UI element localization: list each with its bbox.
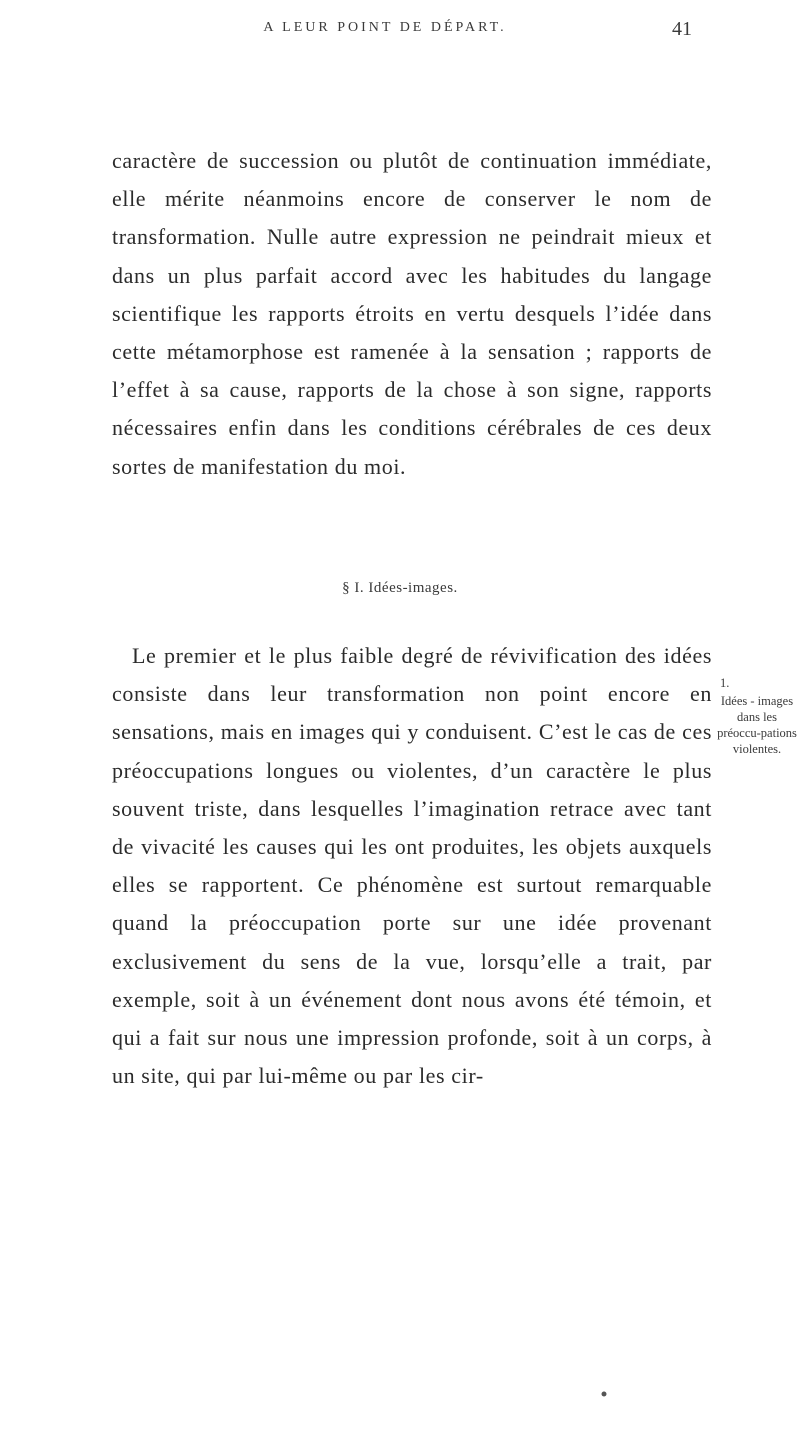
paragraph-idees-images: Le premier et le plus faible degré de révivification des idées consiste dans leur transformation non point encore en sensations, mais en images qui y conduisent. C’est le cas de ces préoccupations longues ou violentes, d’un caractère le plus souvent triste, dans lesquelles l’imagination retrace avec tant de vivacité les causes qui les ont produites, les objets auxquels elles se rapportent. Ce phénomène est surtout remarquable quand la préoccupation porte sur une idée provenant exclusivement du sens de la vue, lorsqu’elle a trait, par exemple, soit à un événement dont nous avons été témoin, et qui a fait sur nous une impression profonde, soit à un corps, à un site, qui par lui-même ou par les cir- [112, 643, 712, 1089]
margin-note-text: Idées - images dans les préoccu-pations violentes. [717, 694, 797, 756]
section-heading: § I. Idées-images. [342, 580, 458, 596]
running-title: A LEUR POINT DE DÉPART. [263, 20, 507, 35]
margin-note-number: 1. [720, 676, 730, 690]
page-number: 41 [672, 18, 692, 40]
paragraph-continuation: caractère de succession ou plutôt de continuation immédiate, elle mérite néanmoins encore de conserver le nom de transformation. Nulle autre expression ne peindrait mieux et dans un plus parfait accord avec les habitudes du langage scientifique les rapports étroits en vertu desquels l’idée dans cette métamorphose est ramenée à la sensation ; rapports de l’effet à sa cause, rapports de la chose à son signe, rapports nécessaires enfin dans les conditions cérébrales de ces deux sortes de manifestation du moi. [112, 148, 712, 479]
page-header [0, 18, 800, 44]
margin-note [716, 675, 798, 757]
